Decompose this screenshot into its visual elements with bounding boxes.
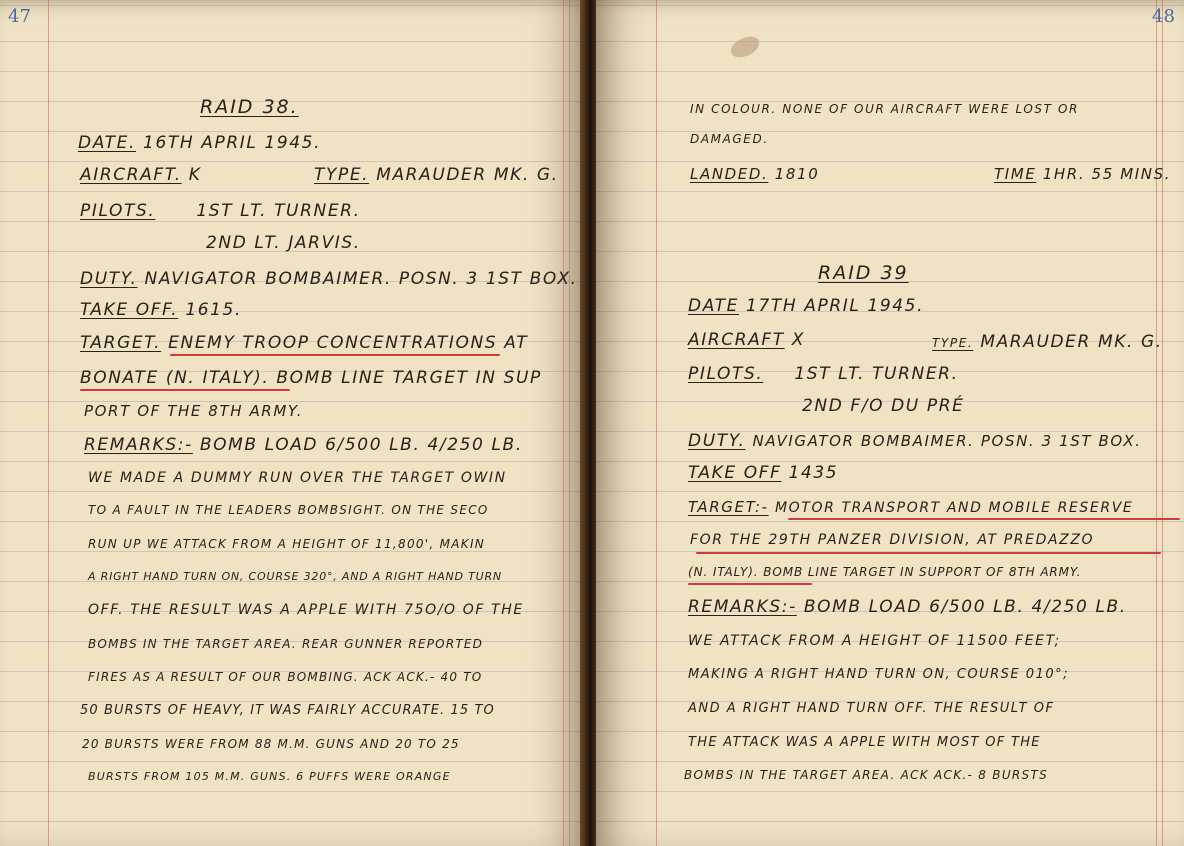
- target-value: ENEMY TROOP CONCENTRATIONS AT: [168, 333, 529, 353]
- landed-value: 1810: [774, 165, 820, 183]
- remarks-text-1: WE ATTACK FROM A HEIGHT OF 11500 FEET;: [688, 633, 1061, 649]
- remarks-text-8: 50 BURSTS OF HEAVY, IT WAS FAIRLY ACCURATE. 15 TO: [80, 703, 495, 718]
- date-line: [78, 133, 321, 153]
- type-line: [932, 332, 1163, 352]
- aircraft-label: AIRCRAFT.: [80, 165, 182, 185]
- continued-text-2: DAMAGED.: [690, 132, 769, 146]
- target-label: TARGET.: [80, 333, 162, 353]
- type-value: MARAUDER MK. G.: [980, 332, 1163, 352]
- remarks-text-7: FIRES AS A RESULT OF OUR BOMBING. ACK ACK.- 40 TO: [88, 670, 483, 684]
- duty-line: [80, 269, 578, 289]
- take-off-line: [80, 300, 242, 320]
- target-line-2: FOR THE 29TH PANZER DIVISION, AT PREDAZZO: [690, 532, 1095, 548]
- raid-title: RAID 39: [818, 262, 909, 284]
- aircraft-label: AIRCRAFT: [688, 330, 785, 350]
- type-line: [314, 165, 559, 185]
- remarks-text-10: BURSTS FROM 105 M.M. GUNS. 6 PUFFS WERE ORANGE: [88, 770, 451, 783]
- time-label: TIME: [994, 165, 1037, 183]
- aircraft-value: X: [791, 330, 805, 350]
- target-label: TARGET:-: [688, 498, 769, 516]
- pilots-label: PILOTS.: [688, 364, 764, 384]
- take-off-label: TAKE OFF.: [80, 300, 179, 320]
- duty-value: NAVIGATOR BOMBAIMER. POSN. 3 1ST BOX.: [752, 432, 1142, 450]
- remarks-text-9: 20 BURSTS WERE FROM 88 M.M. GUNS AND 20 TO 25: [82, 737, 460, 751]
- page-number: 47: [8, 6, 31, 27]
- landed-label: LANDED.: [690, 165, 769, 183]
- pilots-line: [688, 364, 959, 384]
- remarks-text-3: RUN UP WE ATTACK FROM A HEIGHT OF 11,800', MAKIN: [88, 537, 486, 551]
- date-value: 16TH APRIL 1945.: [143, 133, 322, 153]
- target-line-3: (N. ITALY). BOMB LINE TARGET IN SUPPORT OF 8TH ARMY.: [688, 565, 1082, 579]
- remarks-line: [84, 435, 523, 455]
- time-line: [994, 165, 1171, 183]
- remarks-text-5: OFF. THE RESULT WAS A APPLE WITH 75O/O OF THE: [88, 602, 524, 618]
- duty-value: NAVIGATOR BOMBAIMER. POSN. 3 1ST BOX.: [144, 269, 578, 289]
- date-line: [688, 296, 924, 316]
- duty-line: [688, 431, 1142, 451]
- red-underline: [696, 552, 1161, 554]
- pilot-2: 2ND F/O DU PRÉ: [802, 396, 965, 416]
- pilot-2: 2ND LT. JARVIS.: [206, 233, 361, 253]
- date-label: DATE.: [78, 133, 137, 153]
- type-label: TYPE.: [314, 165, 370, 185]
- aircraft-value: K: [188, 165, 202, 185]
- date-label: DATE: [688, 296, 740, 316]
- time-value: 1HR. 55 MINS.: [1042, 165, 1172, 183]
- aircraft-line: [688, 330, 805, 350]
- continued-text-1: IN COLOUR. NONE OF OUR AIRCRAFT WERE LOST OR: [690, 102, 1079, 116]
- red-underline: [80, 389, 290, 391]
- remarks-text-2: TO A FAULT IN THE LEADERS BOMBSIGHT. ON THE SECO: [88, 503, 489, 517]
- target-line-3: PORT OF THE 8TH ARMY.: [84, 402, 304, 420]
- take-off-value: 1435: [788, 463, 839, 483]
- red-underline: [688, 583, 812, 585]
- remarks-text-4: THE ATTACK WAS A APPLE WITH MOST OF THE: [688, 735, 1041, 750]
- target-line: [80, 333, 528, 353]
- pilot-1: 1ST LT. TURNER.: [794, 364, 959, 384]
- remarks-text-1: WE MADE A DUMMY RUN OVER THE TARGET OWIN: [88, 470, 507, 486]
- target-line-2: BONATE (N. ITALY). BOMB LINE TARGET IN SUP: [80, 368, 542, 388]
- aircraft-line: [80, 165, 201, 185]
- raid-title: RAID 38.: [200, 96, 299, 118]
- pilots-label: PILOTS.: [80, 201, 156, 221]
- take-off-label: TAKE OFF: [688, 463, 782, 483]
- target-value: MOTOR TRANSPORT AND MOBILE RESERVE: [775, 500, 1134, 516]
- type-label: TYPE.: [932, 336, 974, 350]
- remarks-value: BOMB LOAD 6/500 LB. 4/250 LB.: [199, 435, 523, 455]
- duty-label: DUTY.: [688, 431, 746, 451]
- red-underline: [170, 354, 500, 356]
- remarks-value: BOMB LOAD 6/500 LB. 4/250 LB.: [803, 597, 1127, 617]
- pilots-line: [80, 201, 361, 221]
- take-off-line: [688, 463, 838, 483]
- date-value: 17TH APRIL 1945.: [746, 296, 925, 316]
- landed-line: [690, 165, 819, 183]
- remarks-text-2: MAKING A RIGHT HAND TURN ON, COURSE 010°;: [688, 667, 1069, 682]
- red-underline: [788, 518, 1180, 520]
- target-line: [688, 498, 1133, 516]
- remarks-line: [688, 597, 1127, 617]
- left-page: [0, 0, 583, 846]
- pilot-1: 1ST LT. TURNER.: [196, 201, 361, 221]
- duty-label: DUTY.: [80, 269, 138, 289]
- type-value: MARAUDER MK. G.: [376, 165, 559, 185]
- remarks-label: REMARKS:-: [688, 597, 797, 617]
- page-number: 48: [1152, 6, 1175, 27]
- remarks-text-6: BOMBS IN THE TARGET AREA. REAR GUNNER REPORTED: [88, 637, 484, 651]
- take-off-value: 1615.: [185, 300, 242, 320]
- remarks-label: REMARKS:-: [84, 435, 193, 455]
- remarks-text-5: BOMBS IN THE TARGET AREA. ACK ACK.- 8 BURSTS: [684, 768, 1049, 782]
- right-page: [596, 0, 1184, 846]
- remarks-text-3: AND A RIGHT HAND TURN OFF. THE RESULT OF: [688, 701, 1055, 716]
- remarks-text-4: A RIGHT HAND TURN ON, COURSE 320°, AND A RIGHT HAND TURN: [88, 570, 502, 583]
